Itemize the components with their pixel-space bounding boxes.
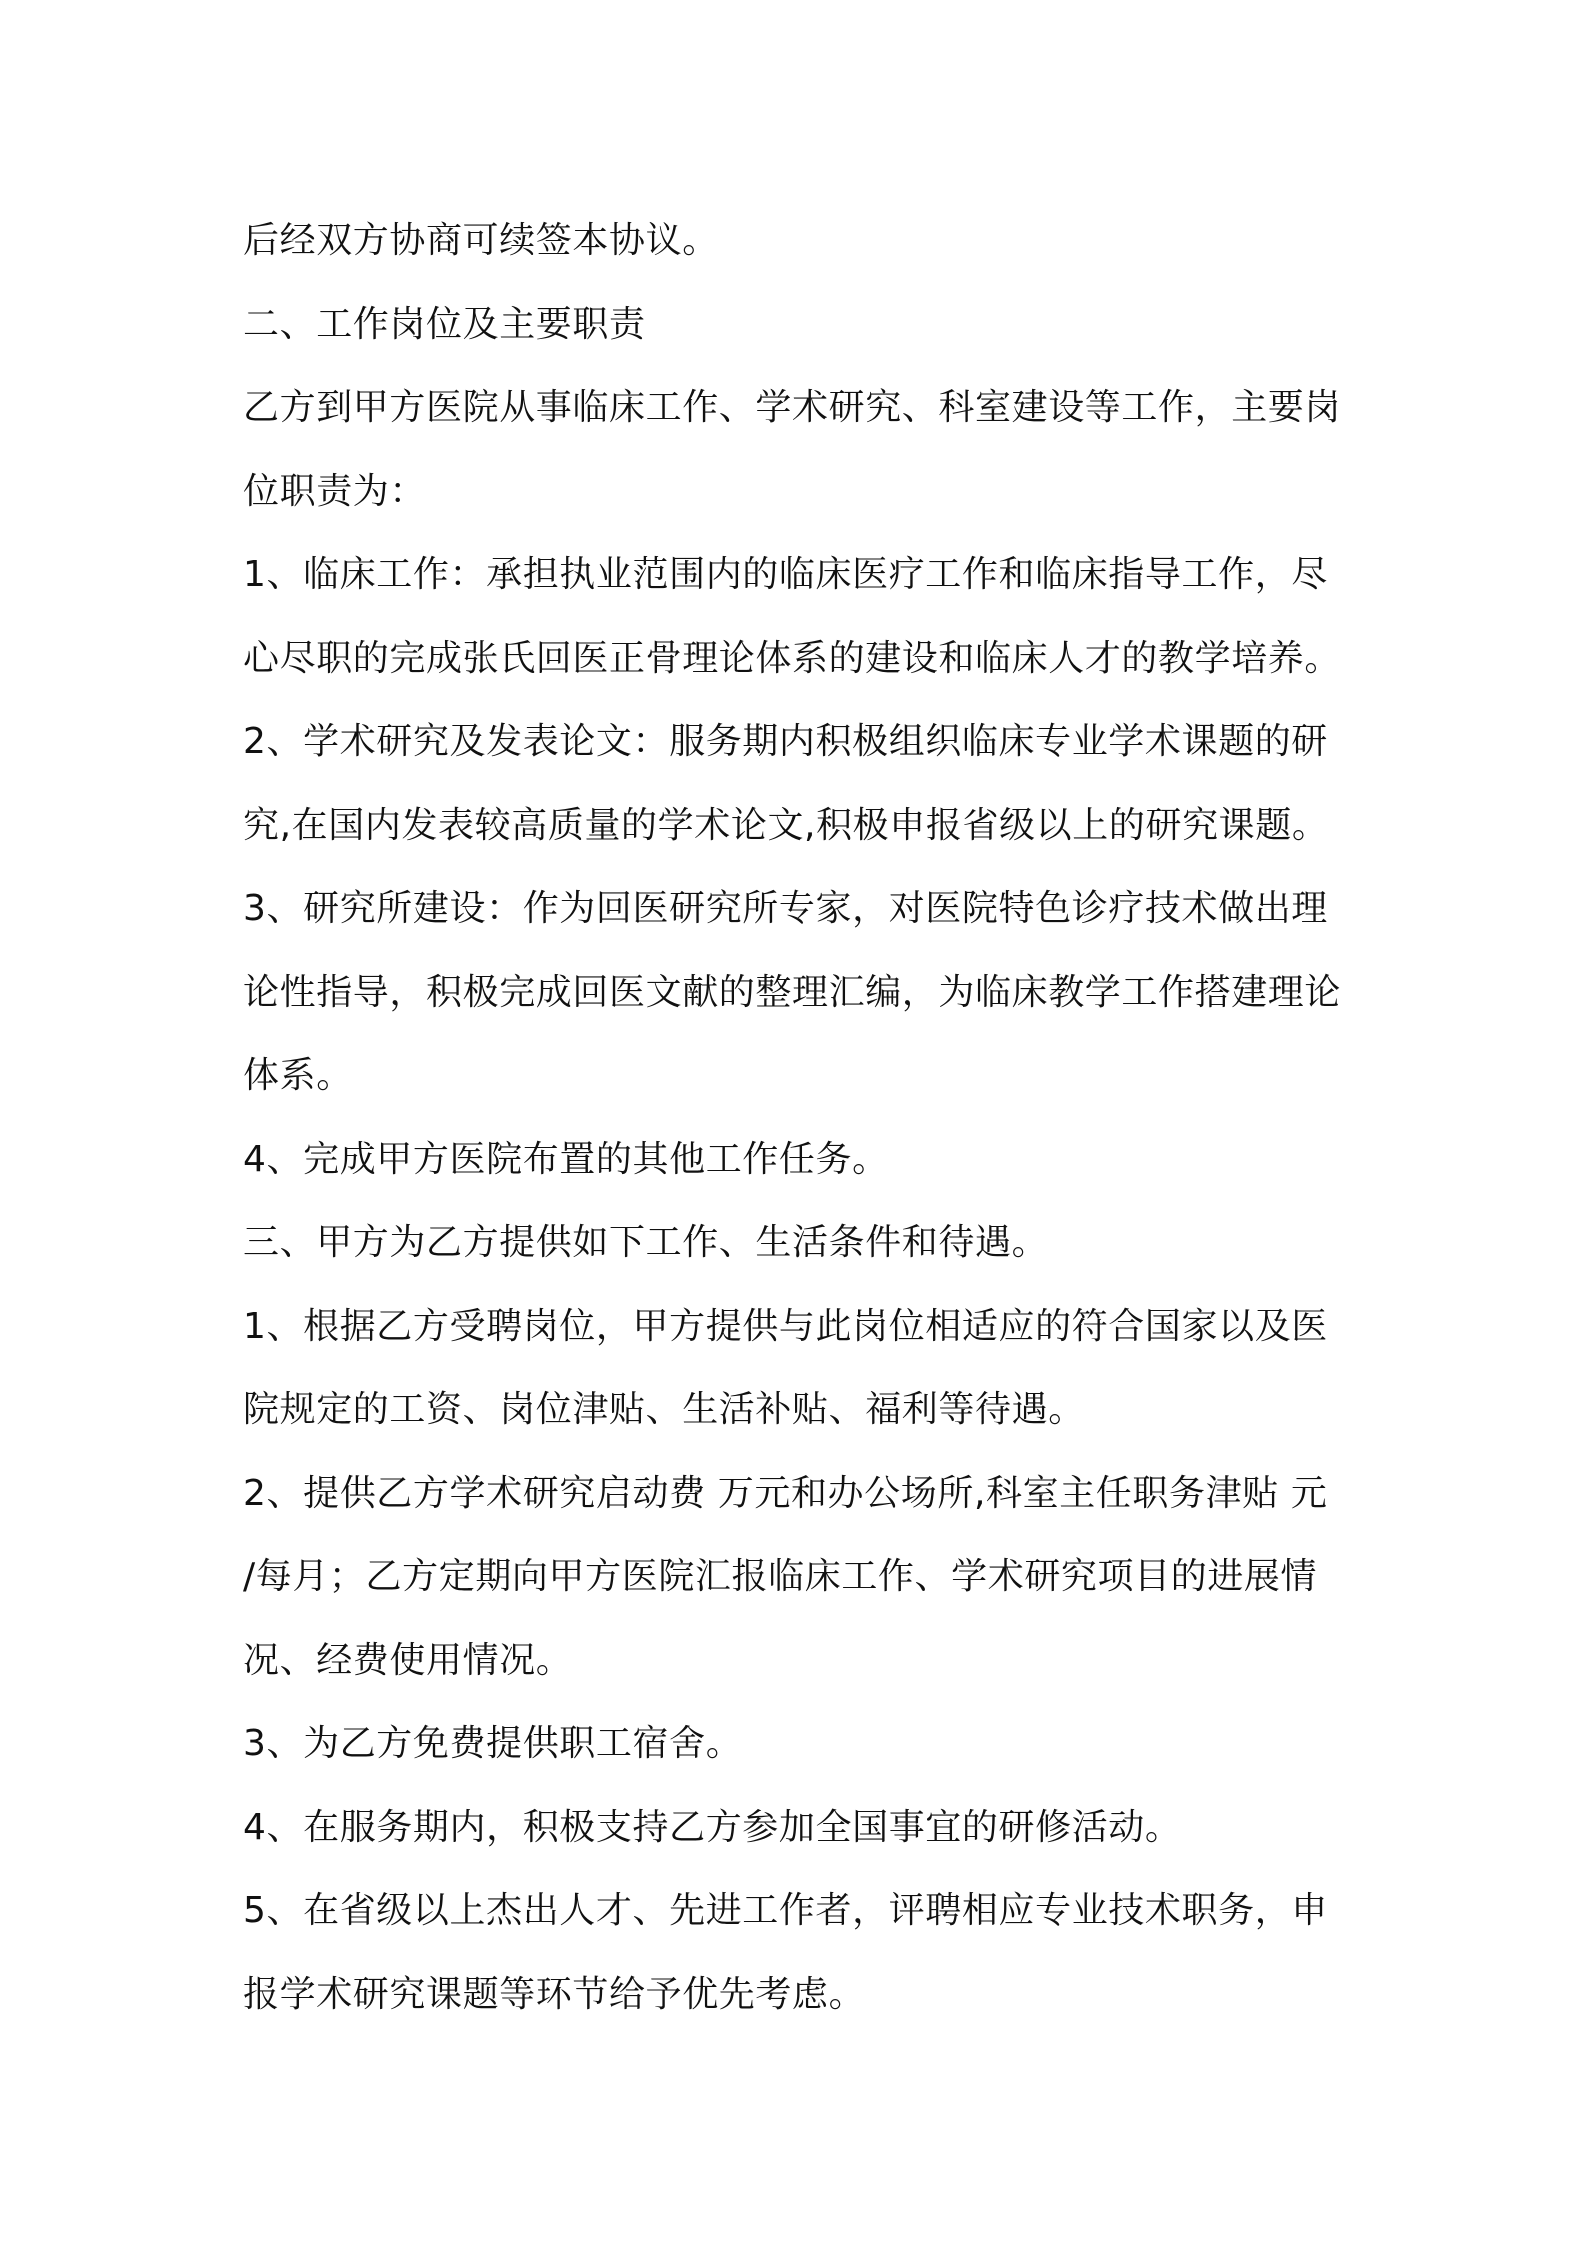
text-line: 4、在服务期内，积极支持乙方参加全国事宜的研修活动。 xyxy=(243,1806,1182,1848)
text-line: 2、学术研究及发表论文：服务期内积极组织临床专业学术课题的研 xyxy=(243,721,1328,762)
text-line: /每月；乙方定期向甲方医院汇报临床工作、学术研究项目的进展情 xyxy=(243,1556,1318,1597)
text-line: 院规定的工资、岗位津贴、生活补贴、福利等待遇。 xyxy=(243,1389,1085,1430)
text-line: 3、研究所建设：作为回医研究所专家，对医院特色诊疗技术做出理 xyxy=(243,888,1328,929)
document-body xyxy=(243,199,1358,2036)
text-line: 乙方到甲方医院从事临床工作、学术研究、科室建设等工作，主要岗 xyxy=(243,387,1342,428)
text-line: 4、完成甲方医院布置的其他工作任务。 xyxy=(243,1138,889,1180)
text-line: 位职责为： xyxy=(243,470,427,512)
text-line: 体系。 xyxy=(243,1055,353,1096)
text-line: 后经双方协商可续签本协议。 xyxy=(243,220,719,261)
text-line: 论性指导，积极完成回医文献的整理汇编，为临床教学工作搭建理论 xyxy=(243,971,1342,1013)
section-heading: 二、工作岗位及主要职责 xyxy=(243,303,646,345)
text-line: 况、经费使用情况。 xyxy=(243,1639,573,1681)
section-heading: 三、甲方为乙方提供如下工作、生活条件和待遇。 xyxy=(243,1222,1049,1263)
text-line: 5、在省级以上杰出人才、先进工作者，评聘相应专业技术职务，申 xyxy=(243,1890,1328,1931)
text-line: 3、为乙方免费提供职工宿舍。 xyxy=(243,1723,743,1764)
text-line: 2、提供乙方学术研究启动费 万元和办公场所,科室主任职务津贴 元 xyxy=(243,1472,1328,1514)
text-line: 报学术研究课题等环节给予优先考虑。 xyxy=(243,1973,866,2015)
text-line: 心尽职的完成张氏回医正骨理论体系的建设和临床人才的教学培养。 xyxy=(243,637,1342,679)
text-line: 1、根据乙方受聘岗位，甲方提供与此岗位相适应的符合国家以及医 xyxy=(243,1305,1328,1347)
text-line: 究,在国内发表较高质量的学术论文,积极申报省级以上的研究课题。 xyxy=(243,804,1329,846)
text-line: 1、临床工作：承担执业范围内的临床医疗工作和临床指导工作，尽 xyxy=(243,554,1328,595)
